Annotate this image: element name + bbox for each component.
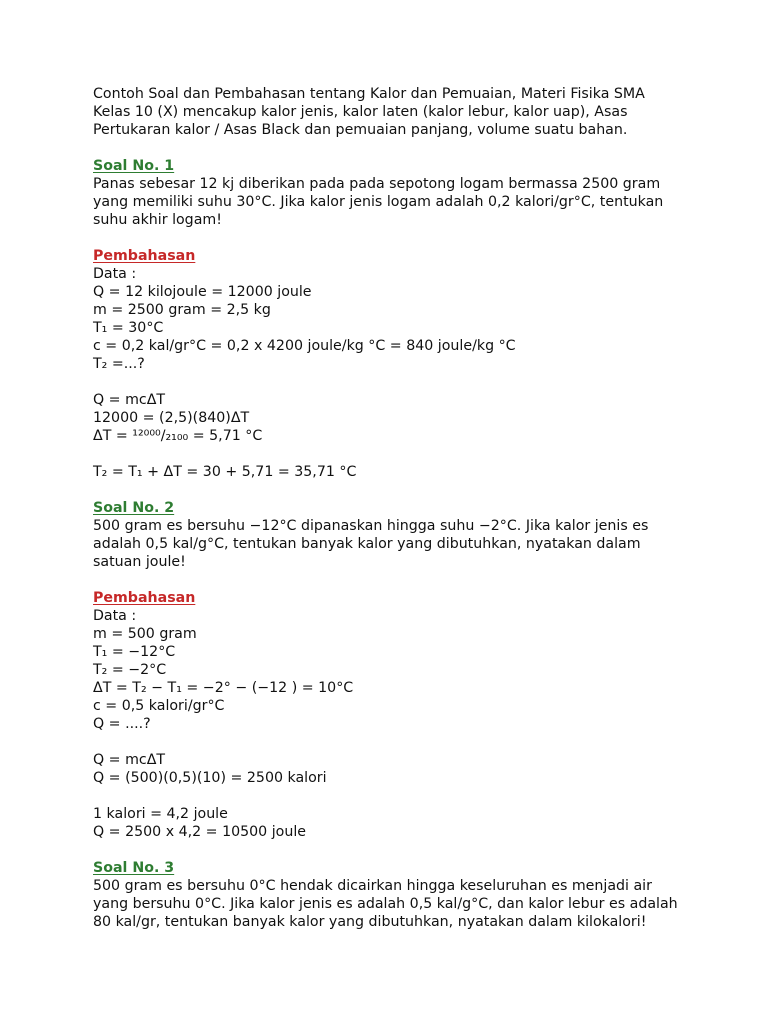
question-line: yang bersuhu 0°C. Jika kalor jenis es adalah 0,5 kal/g°C, dan kalor lebur es adalah <box>93 896 678 912</box>
data-line: T₁ = 30°C <box>93 320 164 336</box>
data-line: Q = ....? <box>93 716 151 732</box>
data-line: m = 500 gram <box>93 626 197 642</box>
data-line: Q = 12 kilojoule = 12000 joule <box>93 284 312 300</box>
calc-line: Q = mcΔT <box>93 752 166 768</box>
data-line: m = 2500 gram = 2,5 kg <box>93 302 271 318</box>
question-line: yang memiliki suhu 30°C. Jika kalor jenis logam adalah 0,2 kalori/gr°C, tentukan <box>93 194 664 210</box>
soal-1-section <box>93 157 733 481</box>
question-line: 500 gram es bersuhu −12°C dipanaskan hingga suhu −2°C. Jika kalor jenis es <box>93 518 649 534</box>
data-line: ΔT = T₂ − T₁ = −2° − (−12 ) = 10°C <box>93 680 354 696</box>
data-line: T₂ = −2°C <box>93 662 167 678</box>
data-line: T₂ =...? <box>93 356 145 372</box>
intro-paragraph <box>93 85 733 139</box>
soal-2-heading: Soal No. 2 <box>93 500 175 516</box>
question-line: suhu akhir logam! <box>93 212 222 228</box>
data-line: Data : <box>93 608 137 624</box>
soal-3-section <box>93 859 733 931</box>
soal-3-heading: Soal No. 3 <box>93 860 175 876</box>
data-line: Data : <box>93 266 137 282</box>
intro-line: Pertukaran kalor / Asas Black dan pemuaian panjang, volume suatu bahan. <box>93 122 628 138</box>
document-page <box>93 85 733 931</box>
data-line: c = 0,5 kalori/gr°C <box>93 698 225 714</box>
question-line: adalah 0,5 kal/g°C, tentukan banyak kalor yang dibutuhkan, nyatakan dalam <box>93 536 641 552</box>
intro-line: Kelas 10 (X) mencakup kalor jenis, kalor laten (kalor lebur, kalor uap), Asas <box>93 104 628 120</box>
calc-line: Q = mcΔT <box>93 392 166 408</box>
pembahasan-2-heading: Pembahasan <box>93 590 196 606</box>
question-line: 80 kal/gr, tentukan banyak kalor yang dibutuhkan, nyatakan dalam kilokalori! <box>93 914 647 930</box>
question-line: 500 gram es bersuhu 0°C hendak dicairkan hingga keseluruhan es menjadi air <box>93 878 652 894</box>
calc-line: 12000 = (2,5)(840)ΔT <box>93 410 250 426</box>
convert-line: Q = 2500 x 4,2 = 10500 joule <box>93 824 306 840</box>
data-line: c = 0,2 kal/gr°C = 0,2 x 4200 joule/kg °C = 840 joule/kg °C <box>93 338 516 354</box>
data-line: T₁ = −12°C <box>93 644 176 660</box>
calc-line: ΔT = ¹²⁰⁰⁰/₂₁₀₀ = 5,71 °C <box>93 428 263 444</box>
soal-1-heading: Soal No. 1 <box>93 158 175 174</box>
pembahasan-1-heading: Pembahasan <box>93 248 196 264</box>
convert-line: 1 kalori = 4,2 joule <box>93 806 228 822</box>
calc-line: Q = (500)(0,5)(10) = 2500 kalori <box>93 770 327 786</box>
result-line: T₂ = T₁ + ΔT = 30 + 5,71 = 35,71 °C <box>93 464 357 480</box>
question-line: satuan joule! <box>93 554 186 570</box>
intro-line: Contoh Soal dan Pembahasan tentang Kalor dan Pemuaian, Materi Fisika SMA <box>93 86 645 102</box>
question-line: Panas sebesar 12 kj diberikan pada pada sepotong logam bermassa 2500 gram <box>93 176 661 192</box>
soal-2-section <box>93 499 733 841</box>
